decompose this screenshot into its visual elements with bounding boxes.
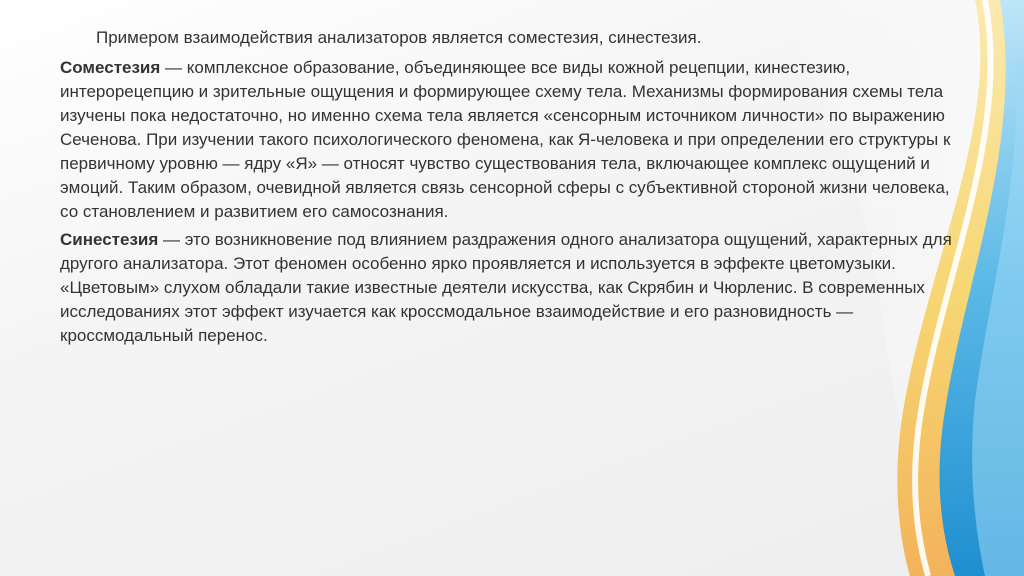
term-synesthesia: Синестезия — [60, 230, 159, 249]
slide-content — [60, 26, 960, 352]
paragraph-somesthesia — [60, 56, 960, 224]
term-somesthesia: Соместезия — [60, 58, 161, 77]
paragraph-somesthesia-text: — комплексное образование, объединяющее все виды кожной рецепции, кинестезию, интерорецепцию и зрительные ощущения и формирующее схему тела. Механизмы формирования схемы тела изучены пока недостаточно, но именно схема тела является «сенсорным источником личности» по выражению Сеченова. При изучении такого психологического феномена, как Я-человека и при определении его структуры к первичному уровню — ядру «Я» — относят чувство существования тела, включающее комплекс ощущений и эмоций. Таким образом, очевидной является связь сенсорной сферы с субъективной стороной жизни человека, со становлением и развитием его самосознания. — [60, 58, 951, 221]
paragraph-synesthesia-text: — это возникновение под влиянием раздражения одного анализатора ощущений, характерных для другого анализатора. Этот феномен особенно ярко проявляется и используется в эффекте цветомузыки. «Цветовым» слухом обладали такие известные деятели искусства, как Скрябин и Чюрленис. В современных исследованиях этот эффект изучается как кроссмодальное взаимодействие и его разновидность — кроссмодальный перенос. — [60, 230, 952, 345]
intro-text: Примером взаимодействия анализаторов является соместезия, синестезия. — [96, 28, 702, 47]
paragraph-synesthesia — [60, 228, 960, 348]
